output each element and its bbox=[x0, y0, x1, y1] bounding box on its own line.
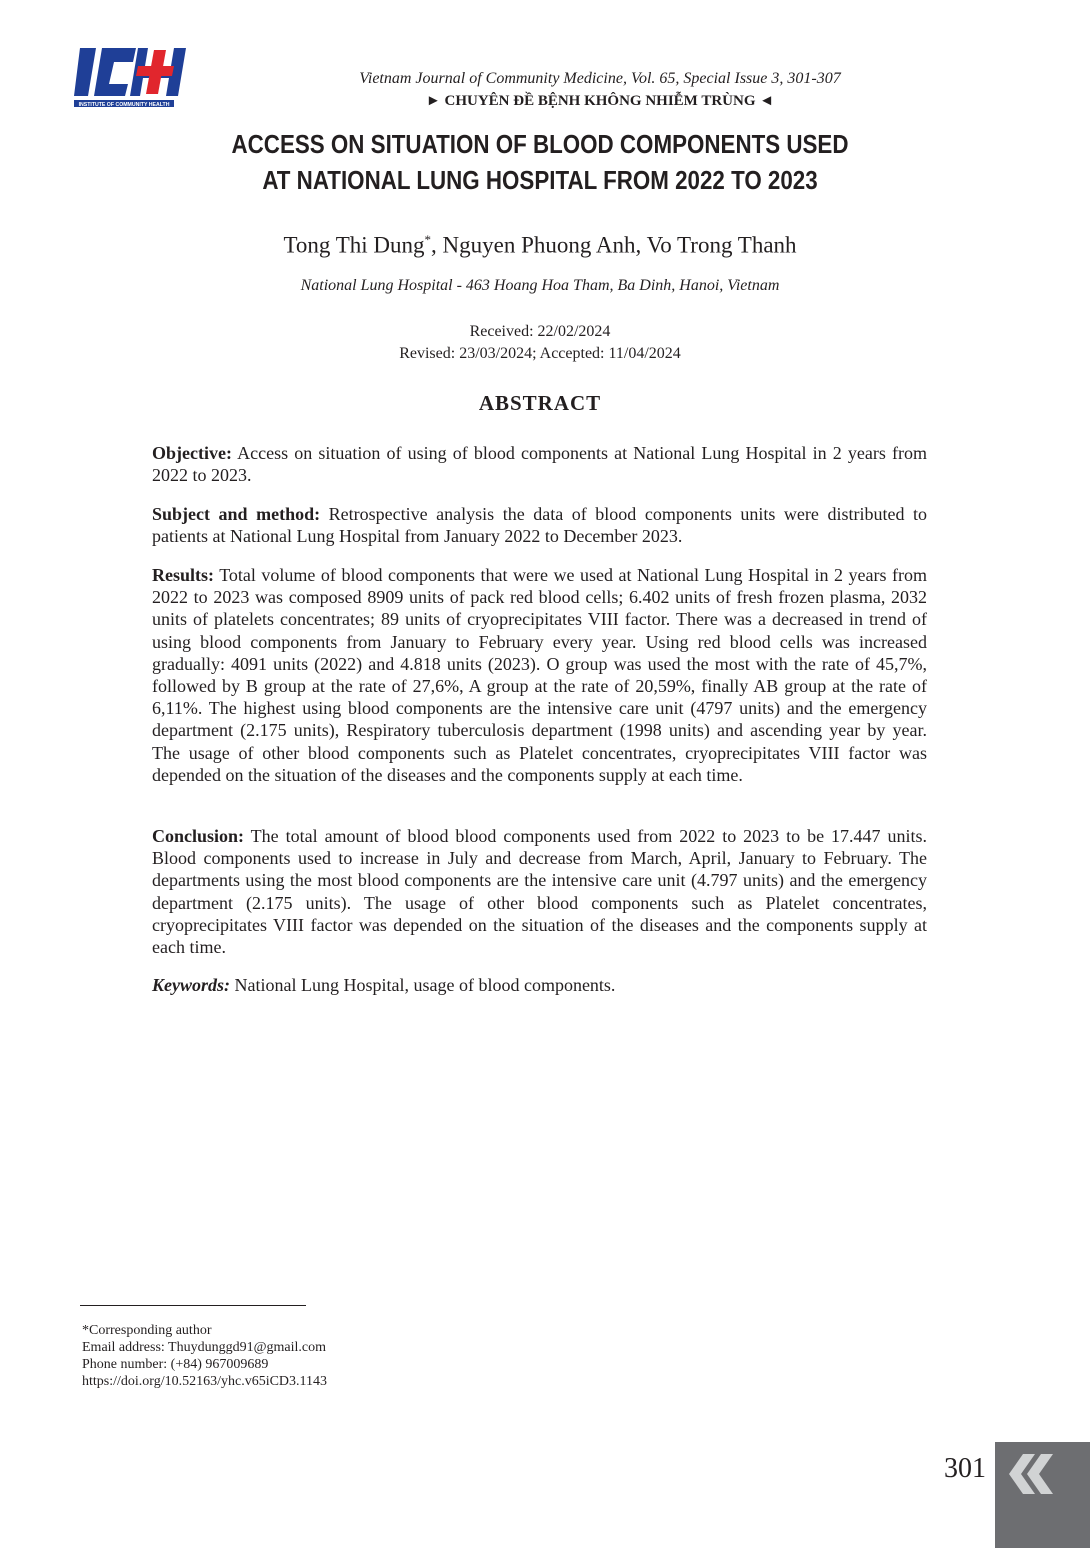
article-title bbox=[205, 126, 876, 198]
svg-text:INSTITUTE OF COMMUNITY HEALTH: INSTITUTE OF COMMUNITY HEALTH bbox=[78, 101, 170, 108]
revised-accepted-date: Revised: 23/03/2024; Accepted: 11/04/2024 bbox=[399, 345, 681, 362]
institute-logo bbox=[74, 44, 186, 110]
footnotes bbox=[82, 1322, 582, 1390]
abstract-keywords bbox=[152, 974, 927, 996]
author-rest: , Nguyen Phuong Anh, Vo Trong Thanh bbox=[431, 232, 797, 258]
results-text: Total volume of blood components that were we used at National Lung Hospital in 2 years from 2022 to 2023 was composed 8909 units of pack red blood cells; 6.402 units of fresh frozen plasma, 2032 units of platelets concentrates; 89 units of cryoprecipitates VIII factor. There was a decreased in trend of using blood components from January to February every year. Using red blood cells was increased gradually: 4091 units (2022) and 4.818 units (2023). O group was used the most with the rate of 45,7%, followed by B group at the rate of 27,6%, A group at the rate of 20,59%, finally AB group at the rate of 6,11%. The highest using blood components are the intensive care unit (4797 units) and the emergency department (2.175 units), Respiratory tuberculosis department (1998 units) and ascending year by year. The usage of other blood components such as Platelet concentrates, cryoprecipitates VIII factor was depended on the situation of the diseases and the components supply at each time. bbox=[152, 565, 927, 785]
received-date: Received: 22/02/2024 bbox=[469, 323, 611, 340]
title-line-1: ACCESS ON SITUATION OF BLOOD COMPONENTS USED bbox=[231, 129, 849, 159]
page-number: 301 bbox=[944, 1453, 986, 1484]
abstract-method bbox=[152, 503, 927, 547]
conclusion-label: Conclusion: bbox=[152, 826, 245, 846]
method-text: Retrospective analysis the data of blood components units were distributed to patients at National Lung Hospital from January 2022 to December 2023. bbox=[152, 504, 927, 547]
conclusion-text: The total amount of blood blood components used from 2022 to 2023 to be 17.447 units. Blood components used to increase in July and decrease from March, April, January to February. The departments using the most blood components are the intensive care unit (4.797 units) and the emergency department (2.175 units). The usage of other blood components such as Platelet concentrates, cryoprecipitates VIII factor was depended on the situation of the diseases and the components supply at each time. bbox=[152, 826, 927, 958]
objective-text: Access on situation of using of blood components at National Lung Hospital in 2 years from 2022 to 2023. bbox=[152, 443, 927, 486]
author-list bbox=[150, 226, 930, 260]
affiliation: National Lung Hospital - 463 Hoang Hoa Tham, Ba Dinh, Hanoi, Vietnam bbox=[300, 277, 780, 294]
results-label: Results: bbox=[152, 565, 214, 585]
journal-citation: Vietnam Journal of Community Medicine, Vol. 65, Special Issue 3, 301-307 bbox=[359, 70, 841, 87]
page-tab bbox=[995, 1442, 1090, 1548]
corresponding-mark: * bbox=[424, 232, 432, 247]
phone-note: Phone number: (+84) 967009689 bbox=[82, 1357, 269, 1372]
abstract-conclusion bbox=[152, 825, 927, 958]
objective-label: Objective: bbox=[152, 443, 232, 463]
abstract-results bbox=[152, 564, 927, 786]
title-line-2: AT NATIONAL LUNG HOSPITAL FROM 2022 TO 2023 bbox=[262, 165, 818, 195]
abstract-heading: ABSTRACT bbox=[478, 391, 602, 415]
keywords-label: Keywords: bbox=[152, 975, 230, 995]
email-note: Email address: Thuydunggd91@gmail.com bbox=[82, 1340, 326, 1355]
method-label: Subject and method: bbox=[152, 504, 321, 524]
section-heading: ► CHUYÊN ĐỀ BỆNH KHÔNG NHIỄM TRÙNG ◄ bbox=[425, 93, 775, 109]
doi-link[interactable]: https://doi.org/10.52163/yhc.v65iCD3.1143 bbox=[82, 1374, 328, 1389]
abstract-objective bbox=[152, 442, 927, 486]
keywords-text: National Lung Hospital, usage of blood components. bbox=[230, 975, 616, 995]
corresponding-author-note: *Corresponding author bbox=[82, 1323, 212, 1338]
author-first: Tong Thi Dung bbox=[283, 232, 425, 258]
footnote-divider bbox=[80, 1305, 306, 1306]
double-chevron-left-icon bbox=[1001, 1452, 1055, 1496]
